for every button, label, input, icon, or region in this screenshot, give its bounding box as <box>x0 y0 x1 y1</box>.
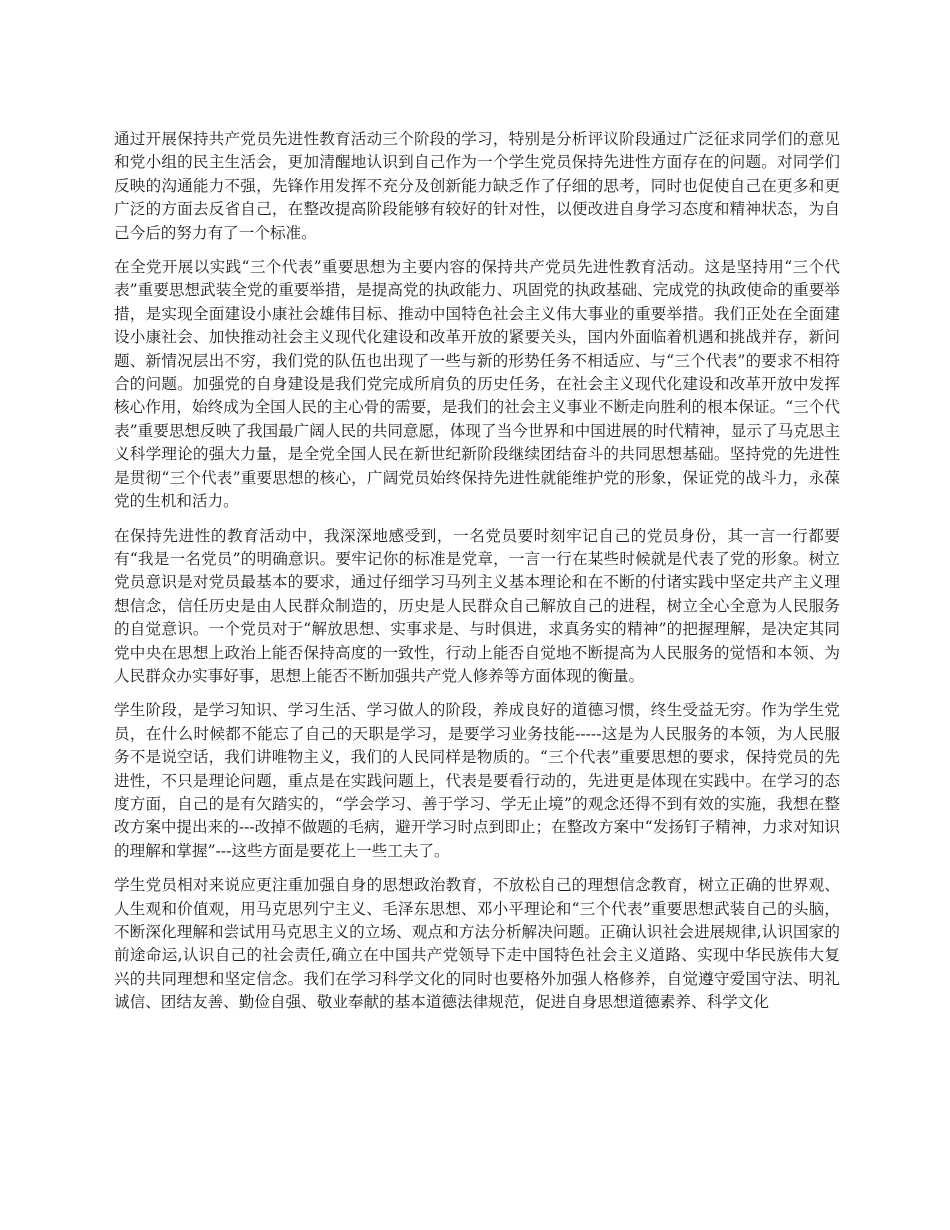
paragraph-5: 学生党员相对来说应更注重加强自身的思想政治教育，不放松自己的理想信念教育，树立正确的世界观、人生观和价值观，用马克思列宁主义、毛泽东思想、邓小平理论和“三个代表”重要思想武装自己的头脑，不断深化理解和尝试用马克思主义的立场、观点和方法分析解决问题。正确认识社会进展规律,认识国家的前途命运,认识自己的社会责任,确立在中国共产党领导下走中国特色社会主义道路、实现中华民族伟大复兴的共同理想和坚定信念。我们在学习科学文化的同时也要格外加强人格修养，自觉遵守爱国守法、明礼诚信、团结友善、勤俭自强、敬业奉献的基本道德法律规范，促进自身思想道德素养、科学文化 <box>114 876 840 1012</box>
paragraph-1: 通过开展保持共产党员先进性教育活动三个阶段的学习，特别是分析评议阶段通过广泛征求同学们的意见和党小组的民主生活会，更加清醒地认识到自己作为一个学生党员保持先进性方面存在的问题。对同学们反映的沟通能力不强，先锋作用发挥不充分及创新能力缺乏作了仔细的思考，同时也促使自己在更多和更广泛的方面去反省自己，在整改提高阶段能够有较好的针对性，以便改进自身学习态度和精神状态，为自己今后的努力有了一个标准。 <box>114 130 840 242</box>
document-body <box>114 128 840 1026</box>
paragraph-4: 学生阶段，是学习知识、学习生活、学习做人的阶段，养成良好的道德习惯，终生受益无穷。作为学生党员，在什么时候都不能忘了自己的天职是学习，是要学习业务技能-----这是为人民服务的本领，为人民服务不是说空话，我们讲唯物主义，我们的人民同样是物质的。“三个代表”重要思想的要求，保持党员的先进性，不只是理论问题，重点是在实践问题上，代表是要看行动的，先进更是体现在实践中。在学习的态度方面，自己的是有欠踏实的，“学会学习、善于学习、学无止境”的观念还得不到有效的实施，我想在整改方案中提出来的---改掉不做题的毛病，避开学习时点到即止；在整改方案中“发扬钉子精神，力求对知识的理解和掌握”---这些方面是要花上一些工夫了。 <box>114 701 840 860</box>
paragraph-2: 在全党开展以实践“三个代表”重要思想为主要内容的保持共产党员先进性教育活动。这是坚持用“三个代表”重要思想武装全党的重要举措，是提高党的执政能力、巩固党的执政基础、完成党的执政使命的重要举措，是实现全面建设小康社会雄伟目标、推动中国特色社会主义伟大事业的重要举措。我们正处在全面建设小康社会、加快推动社会主义现代化建设和改革开放的紧要关头，国内外面临着机遇和挑战并存，新问题、新情况层出不穷，我们党的队伍也出现了一些与新的形势任务不相适应、与“三个代表”的要求不相符合的问题。加强党的自身建设是我们党完成所肩负的历史任务，在社会主义现代化建设和改革开放中发挥核心作用，始终成为全国人民的主心骨的需要，是我们的社会主义事业不断走向胜利的根本保证。“三个代表”重要思想反映了我国最广阔人民的共同意愿，体现了当今世界和中国进展的时代精神，显示了马克思主义科学理论的强大力量，是全党全国人民在新世纪新阶段继续团结奋斗的共同思想基础。坚持党的先进性是贯彻“三个代表”重要思想的核心，广阔党员始终保持先进性就能维护党的形象，保证党的战斗力，永葆党的生机和活力。 <box>114 258 840 511</box>
paragraph-3: 在保持先进性的教育活动中，我深深地感受到，一名党员要时刻牢记自己的党员身份，其一言一行都要有“我是一名党员”的明确意识。要牢记你的标准是党章，一言一行在某些时候就是代表了党的形象。树立党员意识是对党员最基本的要求，通过仔细学习马列主义基本理论和在不断的付诸实践中坚定共产主义理想信念，信任历史是由人民群众制造的，历史是人民群众自己解放自己的进程，树立全心全意为人民服务的自觉意识。一个党员对于“解放思想、实事求是、与时俱进，求真务实的精神”的把握理解，是决定其同党中央在思想上政治上能否保持高度的一致性，行动上能否自觉地不断提高为人民服务的觉悟和本领、为人民群众办实事好事，思想上能否不断加强共产党人修养等方面体现的衡量。 <box>114 526 840 685</box>
